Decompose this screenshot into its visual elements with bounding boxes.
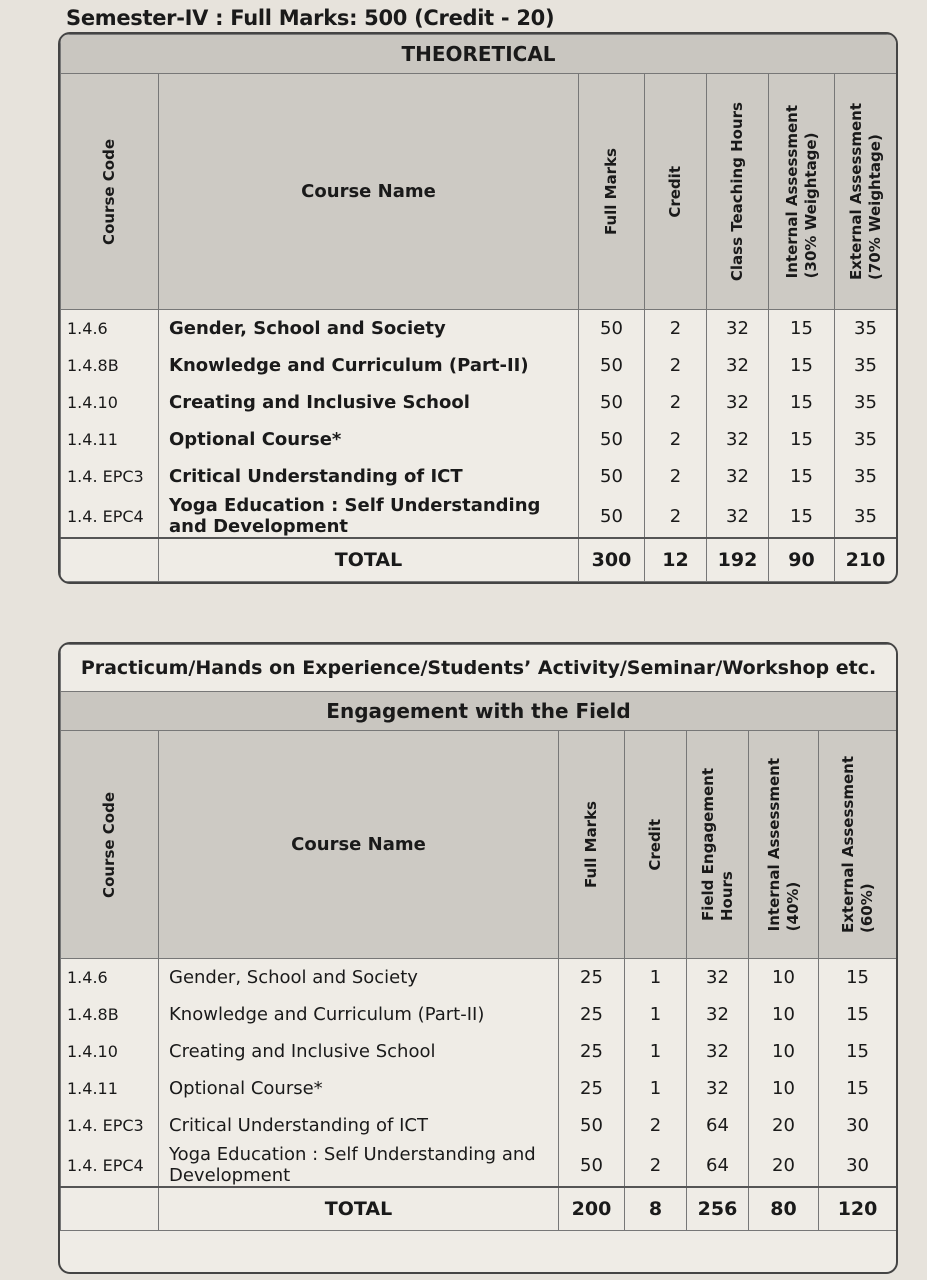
practicum-table bbox=[58, 642, 898, 1274]
cell-code: 1.4.8B bbox=[61, 347, 159, 384]
cell-internal: 20 bbox=[749, 1107, 819, 1144]
cell-credit: 2 bbox=[625, 1107, 687, 1144]
practicum-title: Practicum/Hands on Experience/Students’ Activity/Seminar/Workshop etc. bbox=[61, 645, 897, 692]
header-course-code: Course Code bbox=[61, 731, 159, 959]
cell-full-marks: 50 bbox=[579, 458, 645, 495]
cell-external: 15 bbox=[819, 1070, 897, 1107]
cell-code: 1.4. EPC3 bbox=[61, 458, 159, 495]
header-course-name: Course Name bbox=[159, 74, 579, 310]
table-row bbox=[61, 996, 897, 1033]
cell-credit: 2 bbox=[645, 495, 707, 538]
theoretical-table bbox=[58, 32, 898, 584]
header-external: External Assessment (70% Weightage) bbox=[835, 74, 897, 310]
cell-credit: 1 bbox=[625, 1033, 687, 1070]
header-hours: Class Teaching Hours bbox=[707, 74, 769, 310]
table-row bbox=[61, 959, 897, 997]
cell-name: Creating and Inclusive School bbox=[159, 1033, 559, 1070]
header-full-marks: Full Marks bbox=[579, 74, 645, 310]
cell-hours: 64 bbox=[687, 1144, 749, 1187]
header-credit: Credit bbox=[645, 74, 707, 310]
cell-credit: 2 bbox=[645, 310, 707, 348]
cell-internal: 10 bbox=[749, 959, 819, 997]
cell-name: Creating and Inclusive School bbox=[159, 384, 579, 421]
cell-external: 35 bbox=[835, 310, 897, 348]
practicum-band: Engagement with the Field bbox=[61, 692, 897, 731]
cell-name: Critical Understanding of ICT bbox=[159, 1107, 559, 1144]
cell-full-marks: 50 bbox=[579, 384, 645, 421]
table-row bbox=[61, 421, 897, 458]
cell-credit: 1 bbox=[625, 1070, 687, 1107]
cell-internal: 10 bbox=[749, 1070, 819, 1107]
cell-external: 30 bbox=[819, 1144, 897, 1187]
cell-name: Yoga Education : Self Understanding and Development bbox=[159, 1144, 559, 1187]
cell-name: Knowledge and Curriculum (Part-II) bbox=[159, 996, 559, 1033]
cell-external: 35 bbox=[835, 495, 897, 538]
total-row: TOTAL 300 12 192 90 210 bbox=[61, 538, 897, 582]
cell-code: 1.4. EPC3 bbox=[61, 1107, 159, 1144]
cell-credit: 2 bbox=[625, 1144, 687, 1187]
cell-code: 1.4.10 bbox=[61, 1033, 159, 1070]
header-hours: Field Engagement Hours bbox=[687, 731, 749, 959]
cell-credit: 2 bbox=[645, 347, 707, 384]
cell-internal: 20 bbox=[749, 1144, 819, 1187]
cell-external: 30 bbox=[819, 1107, 897, 1144]
cell-name: Gender, School and Society bbox=[159, 959, 559, 997]
cell-code: 1.4.11 bbox=[61, 1070, 159, 1107]
cell-credit: 2 bbox=[645, 421, 707, 458]
cell-hours: 32 bbox=[707, 384, 769, 421]
table-row bbox=[61, 384, 897, 421]
header-course-code: Course Code bbox=[61, 74, 159, 310]
cell-external: 15 bbox=[819, 959, 897, 997]
cell-internal: 15 bbox=[769, 347, 835, 384]
table-row bbox=[61, 1070, 897, 1107]
cell-name: Gender, School and Society bbox=[159, 310, 579, 348]
cell-external: 15 bbox=[819, 1033, 897, 1070]
table-row bbox=[61, 1144, 897, 1187]
header-internal: Internal Assessment (40%) bbox=[749, 731, 819, 959]
cell-name: Optional Course* bbox=[159, 1070, 559, 1107]
cell-credit: 1 bbox=[625, 996, 687, 1033]
cell-full-marks: 50 bbox=[579, 347, 645, 384]
table-row bbox=[61, 310, 897, 348]
cell-internal: 15 bbox=[769, 310, 835, 348]
total-row: TOTAL 200 8 256 80 120 bbox=[61, 1187, 897, 1231]
cell-hours: 32 bbox=[687, 1070, 749, 1107]
cell-full-marks: 25 bbox=[559, 996, 625, 1033]
cell-hours: 32 bbox=[707, 458, 769, 495]
cell-hours: 32 bbox=[687, 959, 749, 997]
cell-code: 1.4. EPC4 bbox=[61, 495, 159, 538]
cell-external: 35 bbox=[835, 347, 897, 384]
cell-full-marks: 25 bbox=[559, 1070, 625, 1107]
cell-code: 1.4.11 bbox=[61, 421, 159, 458]
cell-code: 1.4.6 bbox=[61, 959, 159, 997]
cell-internal: 15 bbox=[769, 384, 835, 421]
cell-full-marks: 50 bbox=[559, 1144, 625, 1187]
table-row bbox=[61, 458, 897, 495]
header-credit: Credit bbox=[625, 731, 687, 959]
table-row bbox=[61, 495, 897, 538]
cell-internal: 15 bbox=[769, 495, 835, 538]
cell-name: Yoga Education : Self Understanding and Development bbox=[159, 495, 579, 538]
cell-code: 1.4.6 bbox=[61, 310, 159, 348]
header-full-marks: Full Marks bbox=[559, 731, 625, 959]
header-internal: Internal Assessment (30% Weightage) bbox=[769, 74, 835, 310]
page-title: Semester-IV : Full Marks: 500 (Credit - 20) bbox=[66, 6, 555, 30]
cell-name: Knowledge and Curriculum (Part-II) bbox=[159, 347, 579, 384]
cell-full-marks: 50 bbox=[559, 1107, 625, 1144]
cell-code: 1.4.8B bbox=[61, 996, 159, 1033]
cell-code: 1.4.10 bbox=[61, 384, 159, 421]
cell-hours: 32 bbox=[707, 347, 769, 384]
cell-name: Critical Understanding of ICT bbox=[159, 458, 579, 495]
cell-external: 35 bbox=[835, 421, 897, 458]
cell-external: 15 bbox=[819, 996, 897, 1033]
cell-hours: 64 bbox=[687, 1107, 749, 1144]
cell-internal: 10 bbox=[749, 1033, 819, 1070]
cell-hours: 32 bbox=[707, 310, 769, 348]
cell-hours: 32 bbox=[687, 996, 749, 1033]
cell-code: 1.4. EPC4 bbox=[61, 1144, 159, 1187]
table-row bbox=[61, 347, 897, 384]
cell-hours: 32 bbox=[707, 421, 769, 458]
table-row bbox=[61, 1033, 897, 1070]
cell-full-marks: 25 bbox=[559, 959, 625, 997]
cell-hours: 32 bbox=[687, 1033, 749, 1070]
cell-hours: 32 bbox=[707, 495, 769, 538]
cell-internal: 10 bbox=[749, 996, 819, 1033]
cell-full-marks: 50 bbox=[579, 421, 645, 458]
cell-full-marks: 50 bbox=[579, 495, 645, 538]
table-row bbox=[61, 1107, 897, 1144]
cell-credit: 2 bbox=[645, 384, 707, 421]
cell-internal: 15 bbox=[769, 421, 835, 458]
theoretical-band: THEORETICAL bbox=[61, 35, 897, 74]
cell-name: Optional Course* bbox=[159, 421, 579, 458]
cell-external: 35 bbox=[835, 384, 897, 421]
cell-credit: 2 bbox=[645, 458, 707, 495]
cell-full-marks: 50 bbox=[579, 310, 645, 348]
cell-internal: 15 bbox=[769, 458, 835, 495]
cell-external: 35 bbox=[835, 458, 897, 495]
cell-full-marks: 25 bbox=[559, 1033, 625, 1070]
header-course-name: Course Name bbox=[159, 731, 559, 959]
header-external: External Assessment (60%) bbox=[819, 731, 897, 959]
cell-credit: 1 bbox=[625, 959, 687, 997]
